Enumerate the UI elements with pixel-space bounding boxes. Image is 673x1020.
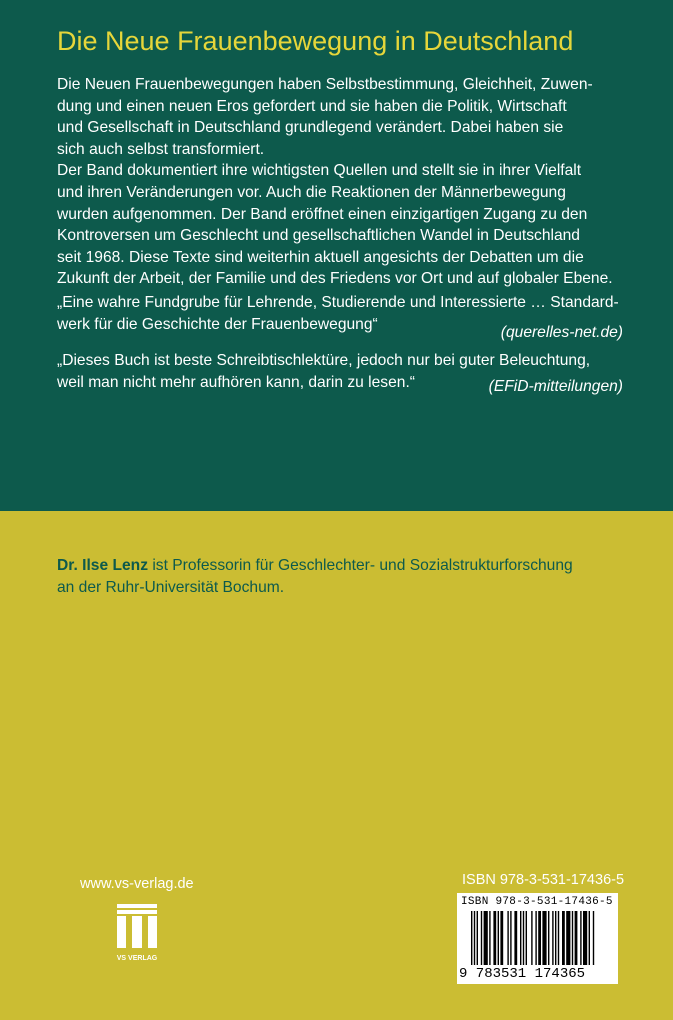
barcode-bar [484, 911, 488, 965]
quote-source: (querelles-net.de) [500, 323, 623, 341]
barcode [457, 893, 618, 984]
barcode-bar [538, 911, 541, 965]
blurb-line: dung und einen neuen Eros gefordert und sie haben die Politik, Wirtschaft [57, 97, 567, 115]
quote-line: „Eine wahre Fundgrube für Lehrende, Studierende und Interessierte … Standard- [57, 294, 619, 311]
barcode-bar [500, 911, 503, 965]
author-bio [57, 555, 637, 599]
barcode-bar [514, 911, 517, 965]
barcode-bar [583, 911, 587, 965]
vs-verlag-logo [114, 902, 160, 964]
barcode-bar [520, 911, 521, 965]
barcode-bar [507, 911, 508, 965]
blurb-line: Der Band dokumentiert ihre wichtigsten Quellen und stellt sie in ihrer Vielfalt [57, 162, 582, 180]
barcode-bar [589, 911, 590, 965]
book-title: Die Neue Frauenbewegung in Deutschland [57, 26, 574, 56]
barcode-bar [526, 911, 527, 965]
barcode-bar [489, 911, 490, 965]
barcode-bar [493, 911, 496, 965]
barcode-bar [498, 911, 499, 965]
quote-line: weil man nicht mehr aufhören kann, darin zu lesen.“ [57, 373, 415, 391]
author-name: Dr. Ilse Lenz [57, 557, 148, 574]
barcode-bar [566, 911, 570, 965]
barcode-bar [575, 911, 578, 965]
barcode-bar [572, 911, 573, 965]
blurb-text [57, 74, 627, 290]
barcode-bar [593, 911, 594, 965]
barcode-bar [580, 911, 581, 965]
barcode-bar [477, 911, 478, 965]
blurb-line: Zukunft der Arbeit, der Familie und des Friedens vor Ort und auf globaler Ebene. [57, 270, 613, 288]
barcode-bar [555, 911, 556, 965]
quote-line: „Dieses Buch ist beste Schreibtischlektüre, jedoch nur bei guter Beleuchtung, [57, 352, 591, 369]
author-bio-line: an der Ruhr-Universität Bochum. [57, 579, 285, 596]
isbn-label: ISBN 978-3-531-17436-5 [462, 872, 625, 888]
blurb-line: Kontroversen um Geschlecht und gesellschaftlichen Wandel in Deutschland [57, 227, 580, 245]
barcode-bar [552, 911, 553, 965]
barcode-bar [548, 911, 549, 965]
blurb-line: wurden aufgenommen. Der Band eröffnet einen einzigartigen Zugang zu den [57, 205, 588, 223]
review-quote-1 [57, 292, 623, 343]
barcode-bar [523, 911, 524, 965]
publisher-url: www.vs-verlag.de [80, 876, 194, 892]
barcode-bar [510, 911, 511, 965]
barcode-bar [471, 911, 472, 965]
barcode-isbn: ISBN 978-3-531-17436-5 [461, 896, 613, 908]
quote-source: (EFiD-mitteilungen) [488, 377, 623, 395]
blurb-line: und ihren Veränderungen vor. Auch die Reaktionen der Männerbewegung [57, 183, 566, 201]
barcode-bar [558, 911, 559, 965]
barcode-bar [531, 911, 532, 965]
quote-line: werk für die Geschichte der Frauenbewegung“ [57, 315, 378, 333]
logo-text: VS VERLAG [116, 955, 158, 962]
barcode-bar [474, 911, 475, 965]
review-quote-2 [57, 350, 623, 397]
barcode-bar [562, 911, 565, 965]
blurb-line: seit 1968. Diese Texte sind weiterhin aktuell angesichts der Debatten um die [57, 248, 584, 266]
author-bio-line: ist Professorin für Geschlechter- und Sozialstrukturforschung [148, 557, 573, 574]
barcode-bar [542, 911, 546, 965]
barcode-digits: 9 783531 174365 [459, 966, 586, 982]
blurb-line: und Gesellschaft in Deutschland grundlegend verändert. Dabei haben sie [57, 119, 564, 137]
blurb-line: sich auch selbst transformiert. [57, 140, 265, 158]
barcode-bar [535, 911, 536, 965]
blurb-line: Die Neuen Frauenbewegungen haben Selbstbestimmung, Gleichheit, Zuwen- [57, 76, 593, 93]
barcode-bar [481, 911, 482, 965]
